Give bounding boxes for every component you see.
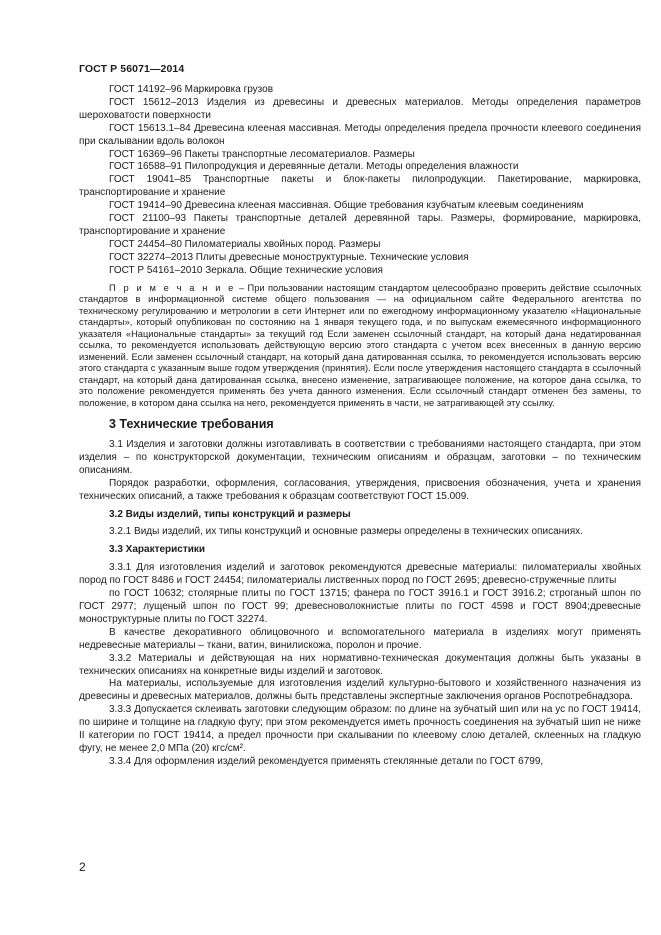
- ref-gost-24454: ГОСТ 24454–80 Пиломатериалы хвойных пород. Размеры: [109, 238, 381, 250]
- ref-gost-19414: ГОСТ 19414–90 Древесина клееная массивная. Общие требования кзубчатым клеевым соединениям: [109, 200, 584, 212]
- para-3-3-2-expertise: На материалы, используемые для изготовления изделий культурно-бытового и хозяйственного назначения из древесины и древесных материалов, должны быть представлены экспертные заключения органов Роспотребнадзора.: [79, 678, 641, 703]
- ref-gost-15612: ГОСТ 15612–2013 Изделия из древесины и древесных материалов. Методы определения параметров шероховатости поверхности: [79, 96, 641, 121]
- para-3-3-2: 3.3.2 Материалы и действующая на них нормативно-техническая документация должны быть указаны в технических описаниях на конкретные виды изделий и заготовок.: [79, 652, 641, 677]
- section-3-heading: 3 Технические требования: [109, 417, 274, 432]
- para-3-2-1: 3.2.1 Виды изделий, их типы конструкций и основные размеры определены в технических описаниях.: [109, 526, 583, 538]
- ref-gost-14192: ГОСТ 14192–96 Маркировка грузов: [109, 84, 274, 95]
- para-3-3-3: 3.3.3 Допускается склеивать заготовки следующим образом: по длине на зубчатый шип или на ус по ГОСТ 19414, по ширине и толщине на гладкую фугу; при этом рекомендуется иметь прочность соединения на зубчатый шип не ниже II категории по ГОСТ 19414, а предел прочности при скалывании по клеевому слою деталей, склеенных на гладкую фугу, не менее 2,0 МПа (20) кгс/см².: [79, 704, 641, 754]
- page-number: 2: [79, 860, 86, 874]
- para-3-1-procedure: Порядок разработки, оформления, согласования, утверждения, присвоения обозначения, учета и хранения технических описаний, а также требования к образцам соответствуют ГОСТ 15.009.: [79, 477, 641, 502]
- ref-gost-32274: ГОСТ 32274–2013 Плиты древесные моноструктурные. Технические условия: [109, 251, 469, 263]
- note-text: – При пользовании настоящим стандартом целесообразно проверить действие ссылочных стандартов в информационной системе общего пользования — на официальном сайте Федерального агентства по техническому регулированию и метрологии в сети Интернет или по ежегодному информационному указателю «Национальные стандарты», который опубликован по состоянию на 1 января текущего года, и по выпускам ежемесячного информационного указателя «Национальные стандарты» за текущий год Если заменен ссылочный стандарт, на который дана недатированная ссылка, то рекомендуется использовать действующую версию этого стандарта с учетом всех внесенных в данную версию изменений. Если заменен ссылочный стандарт, на который дана датированная ссылка, то рекомендуется использовать версию этого стандарта с указанным выше годом утверждения (принятия). Если после утверждения настоящего стандарта в ссылочный стандарт, на который дана датированная ссылка, внесено изменение, затрагивающее положение, на которое дана ссылка, то это положение рекомендуется применять без учета данного изменения. Если ссылочный стандарт отменен без замены, то положение, в котором дана ссылка на него, рекомендуется применять в части, не затрагивающей эту ссылку.: [79, 282, 641, 408]
- ref-gost-19041: ГОСТ 19041–85 Транспортные пакеты и блок-пакеты пилопродукции. Пакетирование, маркировка, транспортирование и хранение: [79, 174, 641, 199]
- ref-gost-15613: ГОСТ 15613.1–84 Древесина клееная массивная. Методы определения предела прочности клеевого соединения при скалывании вдоль волокон: [79, 122, 641, 147]
- ref-gost-21100: ГОСТ 21100–93 Пакеты транспортные деталей деревянной тары. Размеры, формирование, маркировка, транспортирование и хранение: [79, 213, 641, 237]
- para-3-3-1-decorative: В качестве декоративного облицовочного и вспомогательного материала в изделиях могут применять недревесные материалы – ткани, ватин, винилискожа, поролон и прочие.: [79, 626, 641, 651]
- document-body: [79, 84, 641, 769]
- section-3-2-heading: 3.2 Виды изделий, типы конструкций и размеры: [109, 508, 351, 520]
- para-3-3-4: 3.3.4 Для оформления изделий рекомендуется применять стеклянные детали по ГОСТ 6799,: [109, 755, 544, 767]
- para-3-3-1-continued: по ГОСТ 10632; столярные плиты по ГОСТ 13715; фанера по ГОСТ 3916.1 и ГОСТ 3916.2; строганый шпон по ГОСТ 2977; лущеный шпон по ГОСТ 99; древесноволокнистые плиты по ГОСТ 4598 и ГОСТ 8904;древесные моноструктурные плиты по ГОСТ 32274.: [79, 588, 641, 625]
- ref-gost-54161: ГОСТ Р 54161–2010 Зеркала. Общие технические условия: [109, 264, 383, 276]
- para-3-3-1: 3.3.1 Для изготовления изделий и заготовок рекомендуются древесные материалы: пиломатериалы хвойных пород по ГОСТ 8486 и ГОСТ 24454; пиломатериалы лиственных пород по ГОСТ 2695; древесно-стружечные плиты: [79, 562, 641, 587]
- ref-gost-16369: ГОСТ 16369–96 Пакеты транспортные лесоматериалов. Размеры: [109, 148, 415, 160]
- section-3-3-heading: 3.3 Характеристики: [109, 544, 206, 556]
- para-3-1: 3.1 Изделия и заготовки должны изготавливать в соответствии с требованиями настоящего стандарта, при этом изделия – по конструкторской документации, техническим описаниям и образцам, заготовки – по техническим описаниям.: [79, 439, 641, 476]
- ref-gost-16588: ГОСТ 16588–91 Пилопродукция и деревянные детали. Методы определения влажности: [109, 161, 519, 173]
- note-paragraph: [79, 283, 641, 410]
- note-label: П р и м е ч а н и е: [109, 282, 236, 293]
- document-header: ГОСТ Р 56071—2014: [79, 63, 185, 75]
